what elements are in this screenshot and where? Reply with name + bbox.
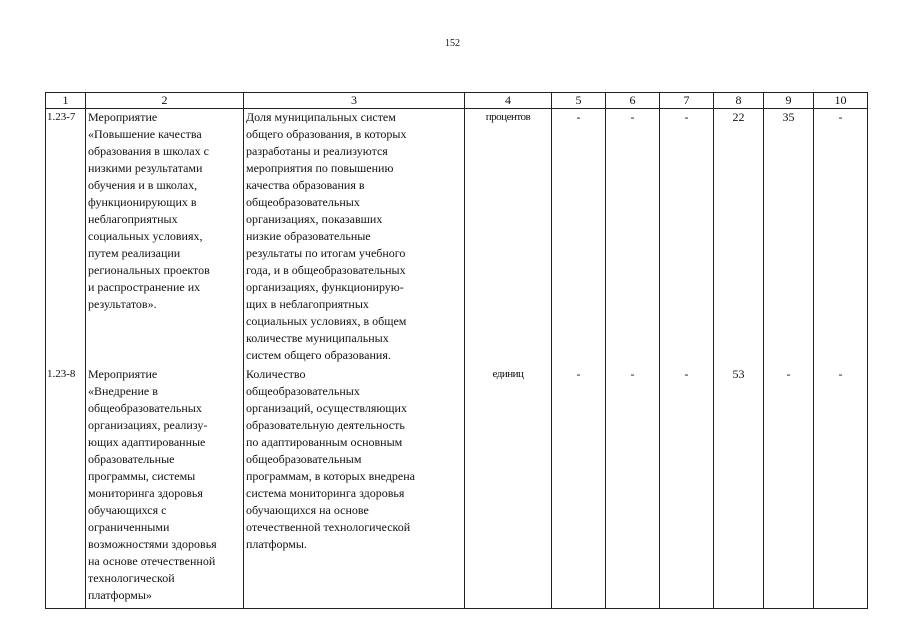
value-col5: - (552, 109, 606, 367)
unit-cell: единиц (465, 366, 552, 609)
indicator-cell (244, 109, 465, 367)
row-code: 1.23-7 (46, 109, 86, 367)
value-col8: 22 (714, 109, 764, 367)
column-header: 8 (714, 93, 764, 109)
column-header: 2 (86, 93, 244, 109)
row-code: 1.23-8 (46, 366, 86, 609)
column-header: 10 (814, 93, 868, 109)
column-header: 3 (244, 93, 465, 109)
table-row (46, 366, 868, 609)
indicator-cell (244, 366, 465, 609)
indicators-table (45, 92, 868, 609)
event-text: Мероприятие «Повышение качества образования в школах с низкими результатами обучения и в школах, функционирующих в неблагоприятных социальных условиях, путем реализации региональных проектов и распространение их результатов». (88, 110, 210, 311)
table-row (46, 109, 868, 367)
event-text: Мероприятие «Внедрение в общеобразовательных организациях, реализу- ющих адаптированные образовательные программы, системы мониторинга здоровья обучающихся с ограниченными возможностями здоровья на основе отечественной технологической платформы» (88, 367, 217, 602)
value-col10: - (814, 109, 868, 367)
column-header: 7 (660, 93, 714, 109)
value-col9: - (764, 366, 814, 609)
indicator-text: Количество общеобразовательных организаций, осуществляющих образовательную деятельность по адаптированным основным общеобразовательным программам, в которых внедрена система мониторинга здоровья обучающихся на основе отечественной технологической платформы. (246, 367, 416, 551)
value-col8: 53 (714, 366, 764, 609)
value-col7: - (660, 366, 714, 609)
page-number: 152 (445, 38, 460, 49)
column-header: 1 (46, 93, 86, 109)
value-col9: 35 (764, 109, 814, 367)
column-header: 6 (606, 93, 660, 109)
event-cell (86, 366, 244, 609)
value-col7: - (660, 109, 714, 367)
value-col5: - (552, 366, 606, 609)
indicator-text: Доля муниципальных систем общего образования, в которых разработаны и реализуются мероприятия по повышению качества образования в общеобразовательных организациях, показавших низкие образовательные результаты по итогам учебного года, и в общеобразовательных организациях, функционирую- щих в неблагоприятных социальных условиях, в общем количестве муниципальных систем общего образования. (246, 110, 407, 362)
value-col6: - (606, 366, 660, 609)
column-header: 4 (465, 93, 552, 109)
event-cell (86, 109, 244, 367)
unit-cell: процентов (465, 109, 552, 367)
table-header-row (46, 93, 868, 109)
column-header: 5 (552, 93, 606, 109)
value-col10: - (814, 366, 868, 609)
value-col6: - (606, 109, 660, 367)
column-header: 9 (764, 93, 814, 109)
